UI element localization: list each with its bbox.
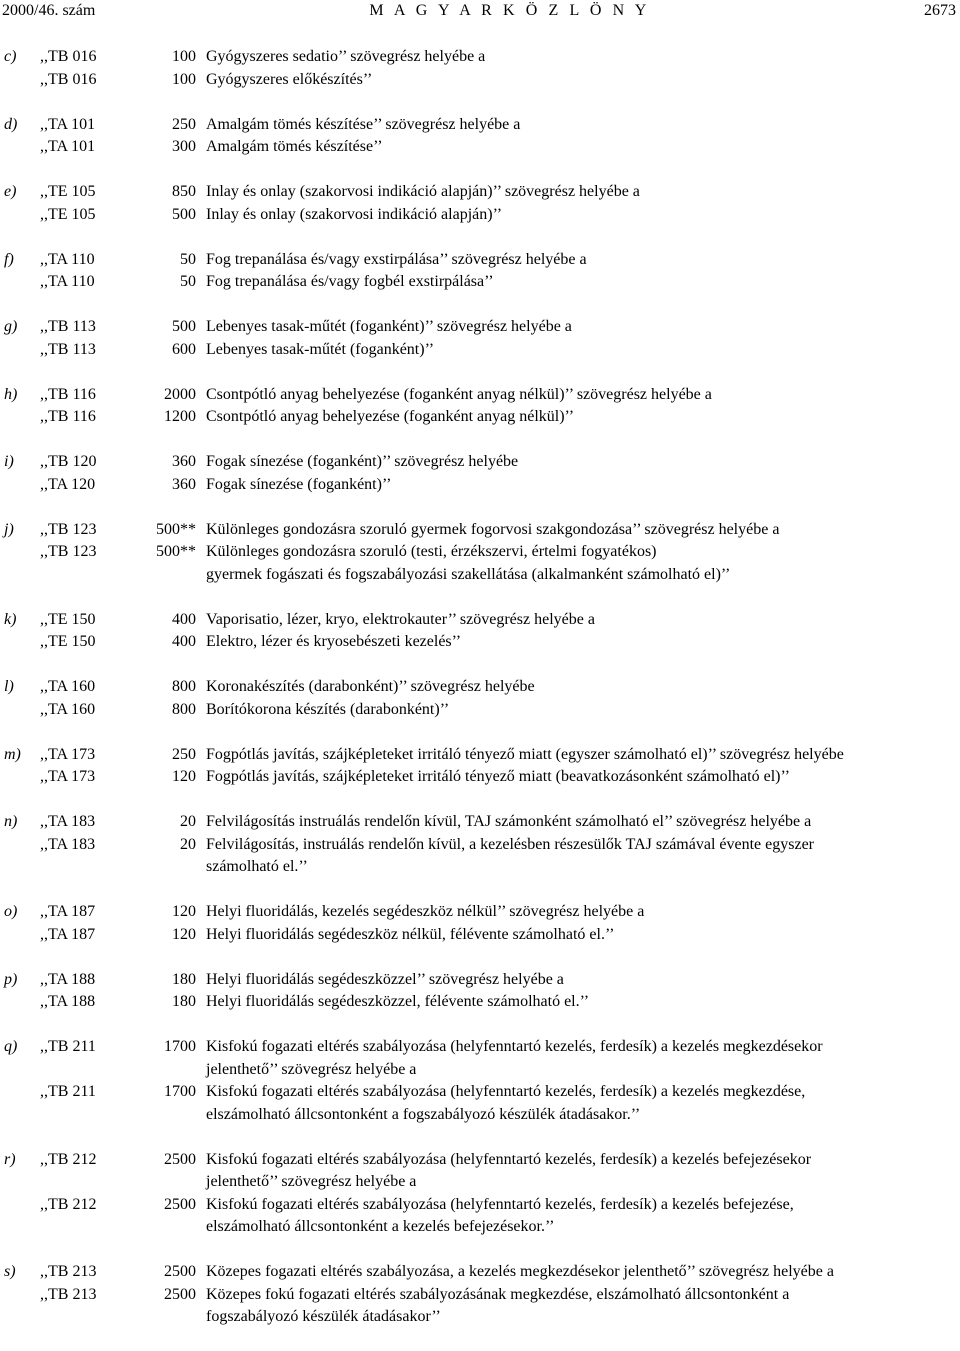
item-letter <box>0 406 40 429</box>
service-description <box>206 1149 960 1194</box>
service-code: ,,TB 116 <box>40 385 96 403</box>
point-value: 120 <box>172 903 196 920</box>
point-value: 2500 <box>164 1263 196 1280</box>
amendment-row <box>0 316 960 339</box>
amendment-item <box>0 901 960 946</box>
description-line: Koronakészítés (darabonként)’’ szövegrész helyébe <box>206 678 535 695</box>
point-value: 250 <box>172 745 196 763</box>
service-description <box>206 114 960 137</box>
amendment-row <box>0 744 960 767</box>
point-value: 500 <box>172 318 196 335</box>
description-line: jelenthető’’ szövegrész helyébe a <box>206 1060 417 1078</box>
service-description <box>206 1194 960 1239</box>
service-description <box>206 181 960 204</box>
item-letter <box>0 1284 40 1329</box>
point-value: 600 <box>172 340 196 358</box>
service-code: ,,TB 212 <box>40 1195 97 1213</box>
description-line: fogszabályozó készülék átadásakor’’ <box>206 1308 441 1325</box>
point-value: 400 <box>172 633 196 650</box>
point-value: 2000 <box>164 385 196 403</box>
amendment-item <box>0 811 960 879</box>
item-letter <box>0 991 40 1014</box>
service-description <box>206 991 960 1014</box>
service-code: ,,TB 120 <box>40 453 97 470</box>
amendment-row <box>0 766 960 789</box>
service-code: ,,TB 113 <box>40 340 96 358</box>
service-code: ,,TB 212 <box>40 1150 97 1168</box>
amendment-row <box>0 69 960 92</box>
service-description <box>206 744 960 767</box>
service-description <box>206 69 960 92</box>
point-value: 360 <box>172 453 196 470</box>
service-description <box>206 384 960 407</box>
amendment-item <box>0 46 960 91</box>
service-description <box>206 1081 960 1126</box>
service-code: ,,TA 120 <box>40 475 96 493</box>
description-line: Fogak sínezése (foganként)’’ szövegrész helyébe <box>206 453 519 470</box>
amendment-row <box>0 541 960 586</box>
amendment-row <box>0 1261 960 1284</box>
item-letter: m) <box>4 745 21 763</box>
amendment-row <box>0 271 960 294</box>
item-letter: i) <box>4 453 14 470</box>
item-letter <box>0 339 40 362</box>
service-code: ,,TA 173 <box>40 768 96 785</box>
description-line: Lebenyes tasak-műtét (foganként)’’ <box>206 340 435 358</box>
amendment-item <box>0 744 960 789</box>
service-code: ,,TB 016 <box>40 48 97 65</box>
amendment-row <box>0 474 960 497</box>
point-value: 500** <box>156 543 196 560</box>
item-letter: e) <box>4 183 17 200</box>
amendment-row <box>0 811 960 834</box>
service-description <box>206 676 960 699</box>
point-value: 360 <box>172 475 196 493</box>
service-code: ,,TA 101 <box>40 115 96 133</box>
amendment-item <box>0 384 960 429</box>
amendment-row <box>0 631 960 654</box>
amendment-item <box>0 1036 960 1126</box>
amendment-row <box>0 1149 960 1194</box>
service-code: ,,TA 101 <box>40 138 96 155</box>
amendment-row <box>0 384 960 407</box>
description-line: elszámolható állcsontonként a kezelés befejezésekor.’’ <box>206 1218 555 1235</box>
service-description <box>206 339 960 362</box>
description-line: Amalgám tömés készítése’’ szövegrész helyébe a <box>206 115 521 133</box>
service-code: ,,TB 123 <box>40 543 97 560</box>
point-value: 800 <box>172 678 196 695</box>
point-value: 1700 <box>164 1038 196 1055</box>
item-letter <box>0 699 40 722</box>
amendment-row <box>0 1194 960 1239</box>
service-description <box>206 924 960 947</box>
item-letter: s) <box>4 1263 16 1280</box>
issue-number: 2000/46. szám <box>2 2 96 19</box>
service-code: ,,TA 187 <box>40 903 96 920</box>
item-letter: f) <box>4 250 14 268</box>
service-code: ,,TB 116 <box>40 408 96 425</box>
service-description <box>206 46 960 69</box>
description-line: Vaporisatio, lézer, kryo, elektrokauter’’ szövegrész helyébe a <box>206 610 595 628</box>
page-number: 2673 <box>923 2 956 19</box>
amendment-row <box>0 676 960 699</box>
service-description <box>206 271 960 294</box>
service-description <box>206 811 960 834</box>
amendment-row <box>0 406 960 429</box>
service-description <box>206 1284 960 1329</box>
description-line: Csontpótló anyag behelyezése (foganként anyag nélkül)’’ <box>206 408 575 425</box>
item-letter: r) <box>4 1150 16 1168</box>
description-line: gyermek fogászati és fogszabályozási szakellátása (alkalmanként számolható el)’’ <box>206 565 731 583</box>
service-code: ,,TB 211 <box>40 1038 96 1055</box>
service-code: ,,TA 173 <box>40 745 96 763</box>
amendment-item <box>0 451 960 496</box>
description-line: Fog trepanálása és/vagy fogbél exstirpálása’’ <box>206 273 494 290</box>
description-line: Különleges gondozásra szoruló gyermek fogorvosi szakgondozása’’ szövegrész helyébe a <box>206 520 780 538</box>
description-line: Lebenyes tasak-műtét (foganként)’’ szövegrész helyébe a <box>206 318 572 335</box>
service-description <box>206 699 960 722</box>
description-line: Fog trepanálása és/vagy exstirpálása’’ szövegrész helyébe a <box>206 250 587 268</box>
point-value: 100 <box>172 70 196 88</box>
amendment-row <box>0 136 960 159</box>
service-description <box>206 136 960 159</box>
amendment-row <box>0 1036 960 1081</box>
service-description <box>206 609 960 632</box>
service-description <box>206 451 960 474</box>
description-line: Fogpótlás javítás, szájképleteket irritáló tényező miatt (egyszer számolható el)’’ szövegrész helyébe <box>206 745 844 763</box>
description-line: Borítókorona készítés (darabonként)’’ <box>206 700 450 718</box>
item-letter <box>0 766 40 789</box>
service-code: ,,TE 150 <box>40 633 96 650</box>
amendment-item <box>0 609 960 654</box>
service-code: ,,TB 211 <box>40 1083 96 1100</box>
item-letter <box>0 541 40 586</box>
item-letter: q) <box>4 1038 18 1055</box>
point-value: 100 <box>172 48 196 65</box>
amendment-item <box>0 316 960 361</box>
description-line: Kisfokú fogazati eltérés szabályozása (helyfenntartó kezelés, ferdesík) a kezelés megkezdése, <box>206 1083 806 1100</box>
amendment-item <box>0 519 960 587</box>
point-value: 120 <box>172 768 196 785</box>
amendment-item <box>0 114 960 159</box>
item-letter: n) <box>4 813 18 830</box>
point-value: 180 <box>172 993 196 1010</box>
amendment-row <box>0 969 960 992</box>
amendment-row <box>0 114 960 137</box>
amendment-row <box>0 46 960 69</box>
service-description <box>206 631 960 654</box>
amendment-item <box>0 676 960 721</box>
amendment-row <box>0 339 960 362</box>
service-code: ,,TB 213 <box>40 1263 97 1280</box>
amendment-item <box>0 969 960 1014</box>
description-line: Helyi fluoridálás, kezelés segédeszköz nélkül’’ szövegrész helyébe a <box>206 903 645 920</box>
service-code: ,,TA 188 <box>40 970 96 988</box>
service-description <box>206 316 960 339</box>
point-value: 180 <box>172 970 196 988</box>
service-description <box>206 901 960 924</box>
description-line: Gyógyszeres sedatio’’ szövegrész helyébe a <box>206 48 486 65</box>
service-code: ,,TA 183 <box>40 835 96 853</box>
item-letter: k) <box>4 610 17 628</box>
description-line: elszámolható állcsontonként a fogszabályozó készülék átadásakor.’’ <box>206 1105 641 1123</box>
description-line: Fogpótlás javítás, szájképleteket irritáló tényező miatt (beavatkozásonként számolható el)’’ <box>206 768 790 785</box>
service-description <box>206 969 960 992</box>
service-description <box>206 766 960 789</box>
item-letter: g) <box>4 318 18 335</box>
description-line: Csontpótló anyag behelyezése (foganként anyag nélkül)’’ szövegrész helyébe a <box>206 385 712 403</box>
amendment-row <box>0 991 960 1014</box>
service-description <box>206 1261 960 1284</box>
service-code: ,,TA 183 <box>40 813 96 830</box>
amendment-row <box>0 204 960 227</box>
point-value: 2500 <box>164 1285 196 1303</box>
amendment-list <box>0 46 960 1351</box>
description-line: Inlay és onlay (szakorvosi indikáció alapján)’’ <box>206 205 503 223</box>
item-letter: c) <box>4 48 17 65</box>
amendment-row <box>0 1081 960 1126</box>
point-value: 2500 <box>164 1150 196 1168</box>
service-code: ,,TA 160 <box>40 678 96 695</box>
service-code: ,,TA 160 <box>40 700 96 718</box>
description-line: Helyi fluoridálás segédeszközzel, félévente számolható el.’’ <box>206 993 590 1010</box>
service-description <box>206 1036 960 1081</box>
service-code: ,,TE 105 <box>40 205 96 223</box>
amendment-row <box>0 1284 960 1329</box>
description-line: Különleges gondozásra szoruló (testi, érzékszervi, értelmi fogyatékos) <box>206 543 657 560</box>
item-letter <box>0 69 40 92</box>
service-description <box>206 541 960 586</box>
service-code: ,,TA 187 <box>40 925 96 943</box>
item-letter <box>0 834 40 879</box>
service-code: ,,TA 188 <box>40 993 96 1010</box>
description-line: Felvilágosítás instruálás rendelőn kívül, TAJ számonként számolható el’’ szövegrész helyébe a <box>206 813 812 830</box>
amendment-row <box>0 451 960 474</box>
point-value: 800 <box>172 700 196 718</box>
item-letter: l) <box>4 678 14 695</box>
point-value: 500** <box>156 520 196 538</box>
amendment-item <box>0 181 960 226</box>
description-line: Felvilágosítás, instruálás rendelőn kívül, a kezelésben részesülők TAJ számával évente egyszer <box>206 835 814 853</box>
description-line: számolható el.’’ <box>206 858 308 875</box>
amendment-item <box>0 1149 960 1239</box>
service-code: ,,TB 016 <box>40 70 97 88</box>
point-value: 2500 <box>164 1195 196 1213</box>
service-description <box>206 249 960 272</box>
service-code: ,,TB 213 <box>40 1285 97 1303</box>
service-code: ,,TA 110 <box>40 273 95 290</box>
amendment-row <box>0 519 960 542</box>
description-line: Gyógyszeres előkészítés’’ <box>206 70 373 88</box>
service-code: ,,TE 150 <box>40 610 96 628</box>
page-header <box>2 2 956 24</box>
point-value: 120 <box>172 925 196 943</box>
amendment-item <box>0 1261 960 1329</box>
point-value: 50 <box>180 250 196 268</box>
point-value: 1700 <box>164 1083 196 1100</box>
item-letter: o) <box>4 903 18 920</box>
description-line: Fogak sínezése (foganként)’’ <box>206 475 392 493</box>
service-description <box>206 204 960 227</box>
point-value: 250 <box>172 115 196 133</box>
description-line: Közepes fokú fogazati eltérés szabályozásának megkezdése, elszámolható állcsontonként a <box>206 1285 790 1303</box>
item-letter <box>0 924 40 947</box>
amendment-row <box>0 699 960 722</box>
amendment-row <box>0 609 960 632</box>
amendment-row <box>0 181 960 204</box>
point-value: 500 <box>172 205 196 223</box>
amendment-item <box>0 249 960 294</box>
point-value: 50 <box>180 273 196 290</box>
point-value: 1200 <box>164 408 196 425</box>
service-code: ,,TB 113 <box>40 318 96 335</box>
item-letter <box>0 204 40 227</box>
point-value: 20 <box>180 813 196 830</box>
description-line: Helyi fluoridálás segédeszközzel’’ szövegrész helyébe a <box>206 970 564 988</box>
service-code: ,,TB 123 <box>40 520 97 538</box>
amendment-row <box>0 924 960 947</box>
item-letter <box>0 136 40 159</box>
point-value: 300 <box>172 138 196 155</box>
amendment-row <box>0 834 960 879</box>
description-line: Kisfokú fogazati eltérés szabályozása (helyfenntartó kezelés, ferdesík) a kezelés megkezdésekor <box>206 1038 823 1055</box>
description-line: Közepes fogazati eltérés szabályozása, a kezelés megkezdésekor jelenthető’’ szövegrész helyébe a <box>206 1263 834 1280</box>
item-letter <box>0 1081 40 1126</box>
item-letter: p) <box>4 970 18 988</box>
description-line: Kisfokú fogazati eltérés szabályozása (helyfenntartó kezelés, ferdesík) a kezelés befejezése, <box>206 1195 794 1213</box>
description-line: Amalgám tömés készítése’’ <box>206 138 383 155</box>
point-value: 20 <box>180 835 196 853</box>
service-description <box>206 834 960 879</box>
description-line: jelenthető’’ szövegrész helyébe a <box>206 1173 417 1190</box>
service-description <box>206 474 960 497</box>
service-code: ,,TE 105 <box>40 183 96 200</box>
item-letter <box>0 474 40 497</box>
item-letter: d) <box>4 115 18 133</box>
description-line: Elektro, lézer és kryosebészeti kezelés’’ <box>206 633 462 650</box>
amendment-row <box>0 901 960 924</box>
journal-title: M A G Y A R K Ö Z L Ö N Y <box>369 2 650 19</box>
point-value: 850 <box>172 183 196 200</box>
description-line: Kisfokú fogazati eltérés szabályozása (helyfenntartó kezelés, ferdesík) a kezelés befejezésekor <box>206 1150 812 1168</box>
service-code: ,,TA 110 <box>40 250 95 268</box>
service-description <box>206 519 960 542</box>
description-line: Inlay és onlay (szakorvosi indikáció alapján)’’ szövegrész helyébe a <box>206 183 640 200</box>
item-letter: j) <box>4 520 14 538</box>
point-value: 400 <box>172 610 196 628</box>
item-letter <box>0 631 40 654</box>
item-letter: h) <box>4 385 18 403</box>
amendment-row <box>0 249 960 272</box>
item-letter <box>0 1194 40 1239</box>
service-description <box>206 406 960 429</box>
description-line: Helyi fluoridálás segédeszköz nélkül, félévente számolható el.’’ <box>206 925 615 943</box>
item-letter <box>0 271 40 294</box>
